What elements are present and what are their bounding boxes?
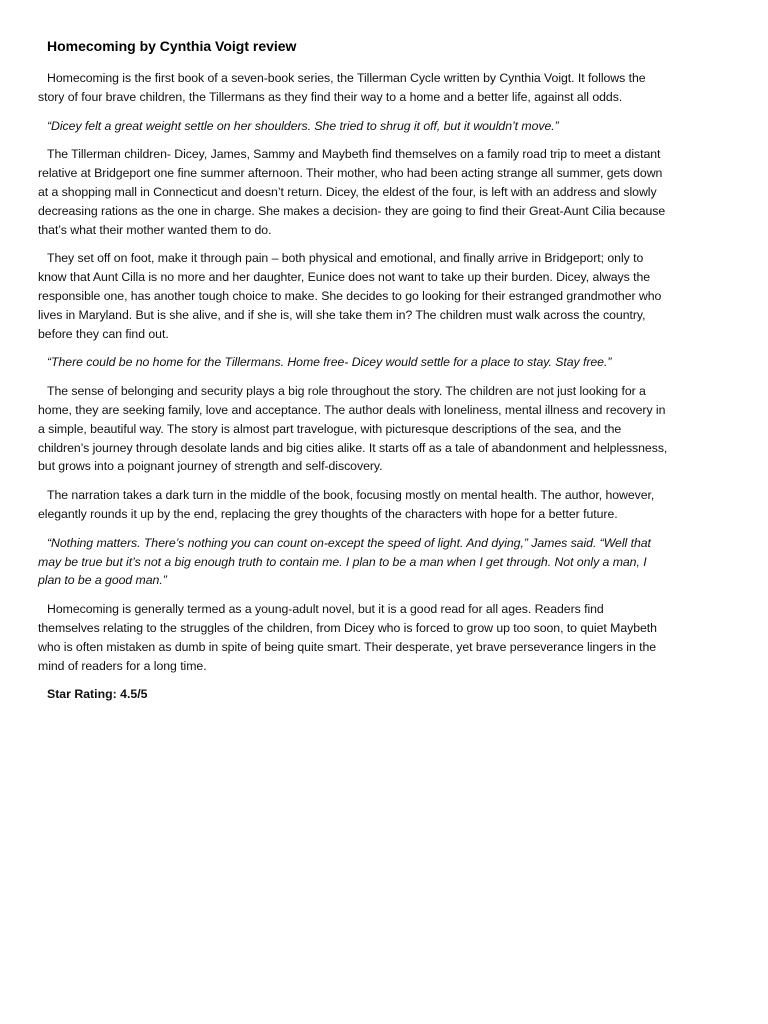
review-title: Homecoming by Cynthia Voigt review	[47, 38, 297, 54]
intro-paragraph: Homecoming is the first book of a seven-book series, the Tillerman Cycle written by Cynthia Voigt. It follows the story of four brave children, the Tillermans as they find their way to a home and a better life, against all odds.	[38, 71, 646, 104]
journey-paragraph: They set off on foot, make it through pain – both physical and emotional, and finally arrive in Bridgeport; only to know that Aunt Cilla is no more and her daughter, Eunice does not want to take up their burden. Dicey, always the responsible one, has another tough choice to make. She decides to go looking for their estranged grandmother who lives in Maryland. But is she alive, and if she is, will she take them in? The children must walk across the country, before they can find out.	[38, 251, 662, 341]
themes-paragraph: The sense of belonging and security plays a big role throughout the story. The children are not just looking for a home, they are seeking family, love and acceptance. The author deals with loneliness, mental illness and recovery in a simple, beautiful way. The story is almost part travelogue, with picturesque descriptions of the sea, and the children’s journey through desolate lands and big cities alike. It starts off as a tale of abandonment and helplessness, but grows into a poignant journey of strength and self-discovery.	[38, 384, 668, 474]
narration-paragraph: The narration takes a dark turn in the middle of the book, focusing mostly on mental health. The author, however, elegantly rounds it up by the end, replacing the grey thoughts of the characters with hope for a better future.	[38, 488, 655, 521]
document-body	[38, 36, 668, 704]
quote-dicey-weight: “Dicey felt a great weight settle on her shoulders. She tried to shrug it off, but it wouldn’t move.”	[47, 118, 559, 133]
plot-paragraph: The Tillerman children- Dicey, James, Sammy and Maybeth find themselves on a family road trip to meet a distant relative at Bridgeport one fine summer afternoon. Their mother, who had been acting strange all summer, gets down at a shopping mall in Connecticut and doesn’t return. Dicey, the eldest of the four, is left with an address and slowly decreasing rations as the one in charge. She makes a decision- they are going to find their Great-Aunt Cilia because that’s what their mother wanted them to do.	[38, 147, 666, 237]
conclusion-paragraph: Homecoming is generally termed as a young-adult novel, but it is a good read for all ages. Readers find themselves relating to the struggles of the children, from Dicey who is forced to grow up too soon, to quiet Maybeth who is often mistaken as dumb in spite of being quite smart. Their desperate, yet brave perseverance lingers in the mind of readers for a long time.	[38, 602, 657, 673]
quote-home-free: “There could be no home for the Tillermans. Home free- Dicey would settle for a place to stay. Stay free.”	[47, 355, 612, 370]
quote-james-speed-of-light: “Nothing matters. There’s nothing you can count on-except the speed of light. And dying,” James said. “Well that may be true but it’s not a big enough truth to contain me. I plan to be a man when I get through. Not only a man, I plan to be a good man.”	[38, 535, 651, 588]
star-rating: Star Rating: 4.5/5	[47, 687, 148, 702]
